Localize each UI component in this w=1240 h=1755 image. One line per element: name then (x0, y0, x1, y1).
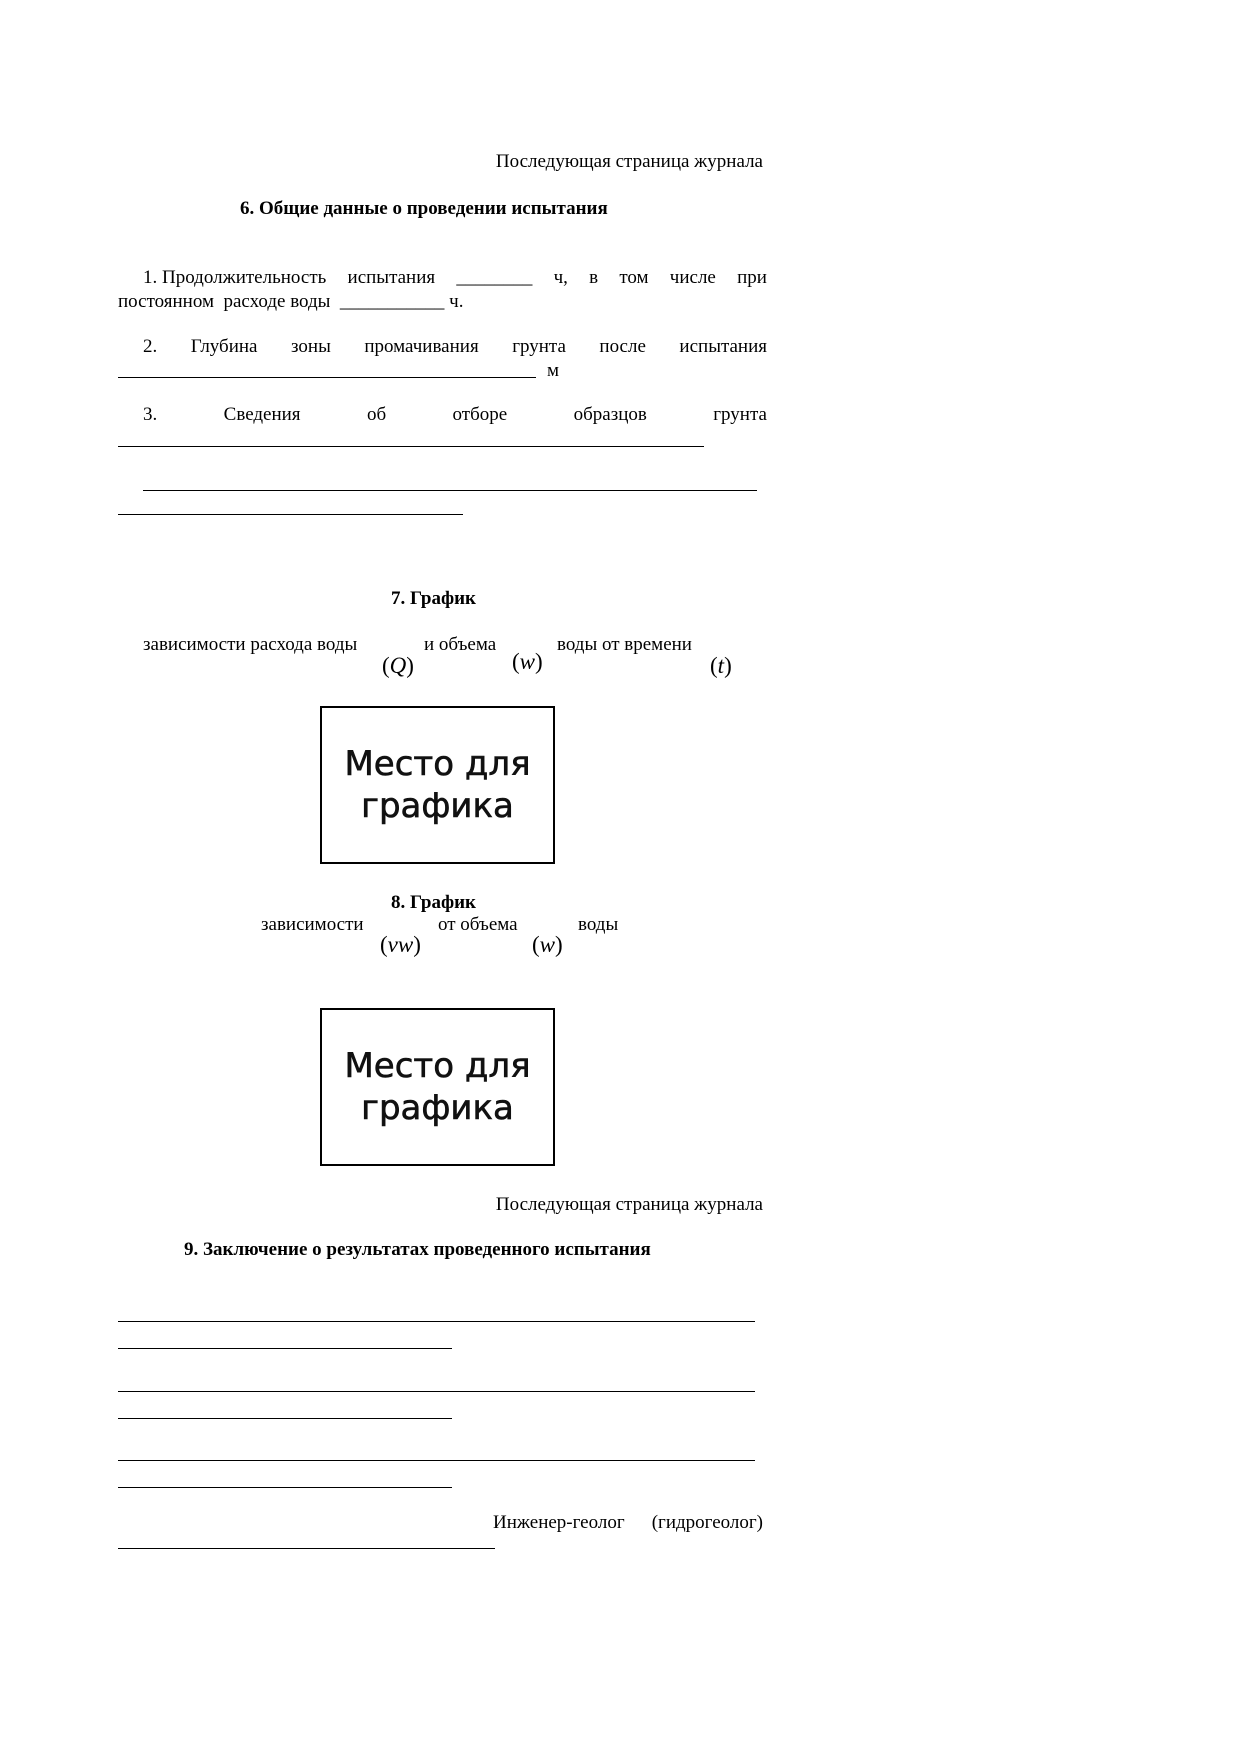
conclusion-blank-line (118, 1321, 755, 1322)
item-2-word: Глубина (190, 336, 258, 357)
item-1-word: том (619, 267, 649, 288)
placeholder-label: Место для графика (344, 743, 531, 826)
formula-w: (w) (512, 649, 543, 674)
item-2-word: зоны (291, 336, 331, 357)
formula-q: (Q) (382, 653, 414, 678)
graph-8-caption: воды (578, 914, 619, 935)
item-3-line-1 (143, 405, 767, 424)
samples-blank-line (118, 514, 463, 515)
conclusion-blank-line (118, 1418, 452, 1419)
page-header: Последующая страница журнала (495, 151, 763, 172)
item-1-line-2: постоянном расходе воды ___________ ч. (118, 291, 464, 312)
signature-blank-line (118, 1548, 495, 1549)
item-3-word: об (366, 404, 387, 425)
item-1-word: ч, (553, 267, 568, 288)
section-9-title: 9. Заключение о результатах проведенного испытания (184, 1239, 651, 1260)
item-2-line-1 (143, 337, 767, 356)
samples-blank-line (143, 490, 757, 491)
item-3-word: 3. (143, 404, 158, 425)
section-7-title: 7. График (391, 588, 476, 609)
conclusion-blank-line (118, 1391, 755, 1392)
samples-blank-line (118, 446, 704, 447)
item-1-word: при (737, 267, 767, 288)
section-6-title: 6. Общие данные о проведении испытания (240, 198, 608, 219)
item-2-word: промачивания (364, 336, 479, 357)
section-8-title: 8. График (391, 892, 476, 913)
item-1-line-1 (143, 268, 767, 287)
item-3-word: грунта (713, 404, 767, 425)
formula-w: (w) (532, 932, 563, 957)
item-3-word: Сведения (223, 404, 301, 425)
item-1-word: испытания (347, 267, 436, 288)
formula-t: (t) (710, 653, 732, 678)
item-2-word: испытания (679, 336, 767, 357)
item-3-word: образцов (573, 404, 647, 425)
item-2-word: 2. (143, 336, 158, 357)
graph-7-placeholder (320, 706, 555, 864)
item-2-word: грунта (512, 336, 566, 357)
graph-8-caption: от объема (438, 914, 518, 935)
graph-7-caption: и объема (424, 634, 497, 655)
conclusion-blank-line (118, 1348, 452, 1349)
graph-8-placeholder (320, 1008, 555, 1166)
formula-vw: (vw) (380, 932, 421, 957)
duration-blank: ________ (456, 267, 533, 288)
depth-blank-line (118, 377, 536, 378)
conclusion-blank-line (118, 1460, 755, 1461)
item-1-word: числе (669, 267, 716, 288)
graph-7-caption: зависимости расхода воды (143, 634, 358, 655)
graph-8-caption: зависимости (261, 914, 364, 935)
item-2-word: после (599, 336, 646, 357)
item-3-word: отборе (452, 404, 508, 425)
depth-unit: м (547, 360, 560, 381)
graph-7-caption: воды от времени (557, 634, 692, 655)
signature-role: Инженер-геолог (493, 1512, 625, 1533)
item-1-word: 1. Продолжительность (143, 267, 327, 288)
page-header: Последующая страница журнала (495, 1194, 763, 1215)
conclusion-blank-line (118, 1487, 452, 1488)
placeholder-label: Место для графика (344, 1045, 531, 1128)
item-1-word: в (589, 267, 599, 288)
signature-role-note: (гидрогеолог) (651, 1512, 763, 1533)
